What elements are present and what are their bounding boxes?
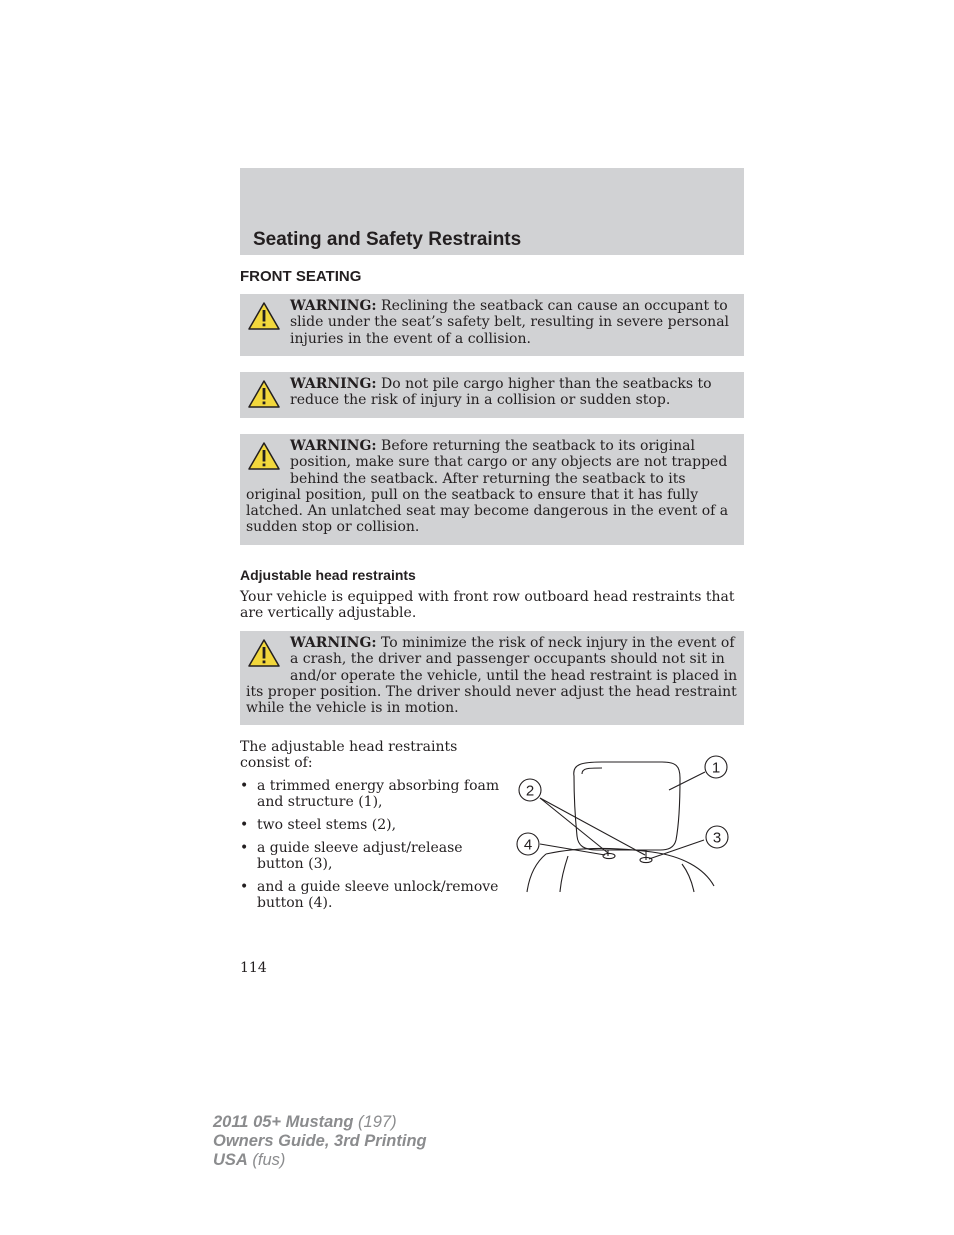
warning-triangle-icon — [247, 638, 281, 668]
footer-line-model — [213, 1113, 427, 1132]
footer-line-market — [213, 1151, 427, 1170]
bullet-icon: • — [240, 878, 249, 895]
bullet-icon: • — [240, 839, 249, 856]
list-item — [240, 778, 500, 811]
list-item — [240, 879, 500, 912]
warning-label: WARNING: — [290, 635, 377, 651]
footer-line-guide — [213, 1132, 427, 1151]
section-heading: FRONT SEATING — [240, 268, 362, 285]
section-header-band — [240, 168, 744, 255]
list-item-text: two steel stems (2), — [257, 817, 397, 834]
callout-4: 4 — [523, 836, 533, 854]
warning-box — [240, 294, 744, 356]
warning-box — [240, 434, 744, 545]
bullet-icon: • — [240, 778, 249, 794]
footer-market-code: (fus) — [247, 1151, 286, 1169]
page-title: Seating and Safety Restraints — [253, 229, 522, 250]
warning-label: WARNING: — [290, 376, 377, 392]
footer-model-code: (197) — [353, 1113, 397, 1131]
warning-box — [240, 372, 744, 418]
warning-triangle-icon — [247, 379, 281, 409]
warning-text: Reclining the seatback can cause an occupant to slide under the seat’s safety belt, resulting in severe personal injuries in the event of a collision. — [290, 298, 730, 347]
document-footer — [213, 1113, 427, 1170]
list-item-text: a trimmed energy absorbing foam and structure (1), — [257, 778, 500, 811]
head-restraint-illustration — [512, 752, 734, 894]
warning-triangle-icon — [247, 301, 281, 331]
page-number: 114 — [240, 960, 267, 976]
warning-text: To minimize the risk of neck injury in the event of a crash, the driver and passenger occupants should not sit in and/or operate the vehicle, until the head restraint is placed in its proper position. The driver should never adjust the head restraint while the vehicle is in motion. — [246, 635, 738, 717]
callout-1: 1 — [711, 759, 721, 777]
footer-guide: Owners Guide, 3rd Printing — [213, 1132, 427, 1150]
callout-2: 2 — [525, 782, 535, 800]
list-item-text: and a guide sleeve unlock/remove button (4). — [257, 878, 499, 912]
warning-text: Do not pile cargo higher than the seatbacks to reduce the risk of injury in a collision or sudden stop. — [290, 376, 712, 409]
consist-paragraph: The adjustable head restraints consist of: — [240, 739, 458, 772]
bullet-icon: • — [240, 817, 249, 834]
footer-market: USA — [213, 1151, 248, 1169]
list-item-text: a guide sleeve adjust/release button (3), — [257, 839, 463, 873]
footer-model: 2011 05+ Mustang — [213, 1113, 354, 1131]
list-item — [240, 840, 500, 873]
list-item — [240, 817, 500, 833]
callout-3: 3 — [712, 829, 722, 847]
subsection-heading: Adjustable head restraints — [240, 567, 416, 583]
warning-label: WARNING: — [290, 438, 377, 454]
warning-label: WARNING: — [290, 298, 377, 314]
intro-paragraph: Your vehicle is equipped with front row outboard head restraints that are vertically adjustable. — [240, 589, 735, 622]
warning-triangle-icon — [247, 441, 281, 471]
warning-text: Before returning the seatback to its original position, make sure that cargo or any objects are not trapped behind the seatback. After returning the seatback to its original position, pull on the seatback to ensure that it has fully latched. An unlatched seat may become dangerous in the event of a sudden stop or collision. — [246, 438, 729, 536]
component-list — [240, 778, 500, 918]
warning-box — [240, 631, 744, 725]
